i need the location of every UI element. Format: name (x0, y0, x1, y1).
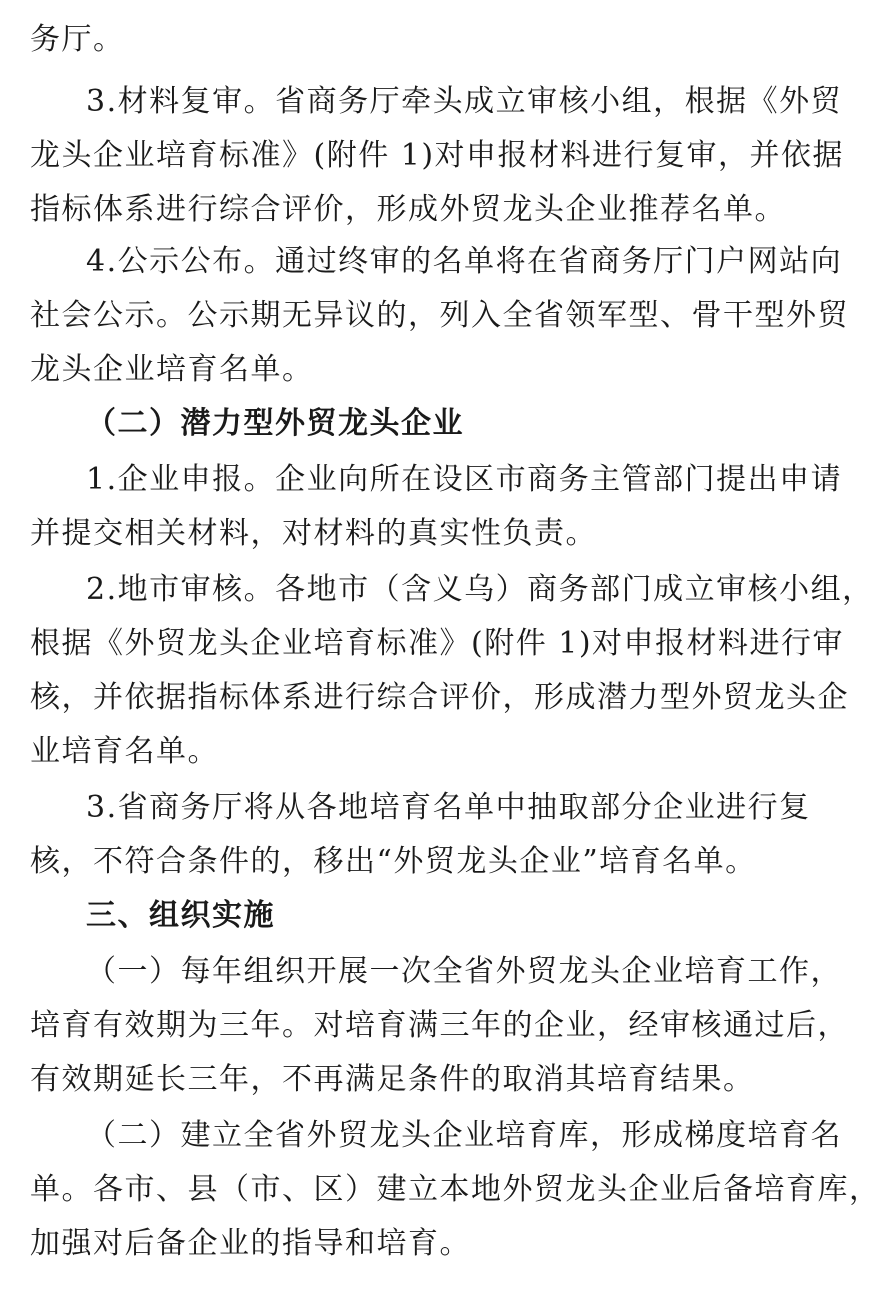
paragraph-city-review: 2.地市审核。各地市（含义乌）商务部门成立审核小组， (86, 572, 874, 607)
paragraph-cultivation-database: （二）建立全省外贸龙头企业培育库，形成梯度培育名 (86, 1118, 842, 1153)
text-line: 并提交相关材料，对材料的真实性负责。 (30, 516, 597, 551)
paragraph-annual-cultivation: （一）每年组织开展一次全省外贸龙头企业培育工作， (86, 954, 842, 989)
text-line: 核，不符合条件的，移出“外贸龙头企业”培育名单。 (30, 844, 757, 879)
text-line: 有效期延长三年，不再满足条件的取消其培育结果。 (30, 1062, 755, 1097)
text-line: 核，并依据指标体系进行综合评价，形成潜力型外贸龙头企 (30, 680, 849, 715)
text-line: 培育有效期为三年。对培育满三年的企业，经审核通过后， (30, 1008, 849, 1043)
paragraph-material-review: 3.材料复审。省商务厅牵头成立审核小组，根据《外贸 (86, 84, 843, 119)
text-line: 加强对后备企业的指导和培育。 (30, 1226, 471, 1261)
paragraph-enterprise-application: 1.企业申报。企业向所在设区市商务主管部门提出申请 (86, 462, 843, 497)
section-heading-implementation: 三、组织实施 (86, 898, 275, 933)
text-line: 社会公示。公示期无异议的，列入全省领军型、骨干型外贸 (30, 298, 849, 333)
text-line: 龙头企业培育标准》(附件 1)对申报材料进行复审，并依据 (30, 138, 845, 173)
text-line: 龙头企业培育名单。 (30, 352, 314, 387)
text-line: 业培育名单。 (30, 734, 219, 769)
text-line: 务厅。 (30, 22, 125, 57)
text-line: 单。各市、县（市、区）建立本地外贸龙头企业后备培育库， (30, 1172, 881, 1207)
paragraph-provincial-recheck: 3.省商务厅将从各地培育名单中抽取部分企业进行复 (86, 790, 811, 825)
text-line: 指标体系进行综合评价，形成外贸龙头企业推荐名单。 (30, 192, 786, 227)
paragraph-public-announcement: 4.公示公布。通过终审的名单将在省商务厅门户网站向 (86, 244, 843, 279)
text-line: 根据《外贸龙头企业培育标准》(附件 1)对申报材料进行审 (30, 626, 845, 661)
section-heading-potential-enterprises: （二）潜力型外贸龙头企业 (86, 406, 464, 441)
